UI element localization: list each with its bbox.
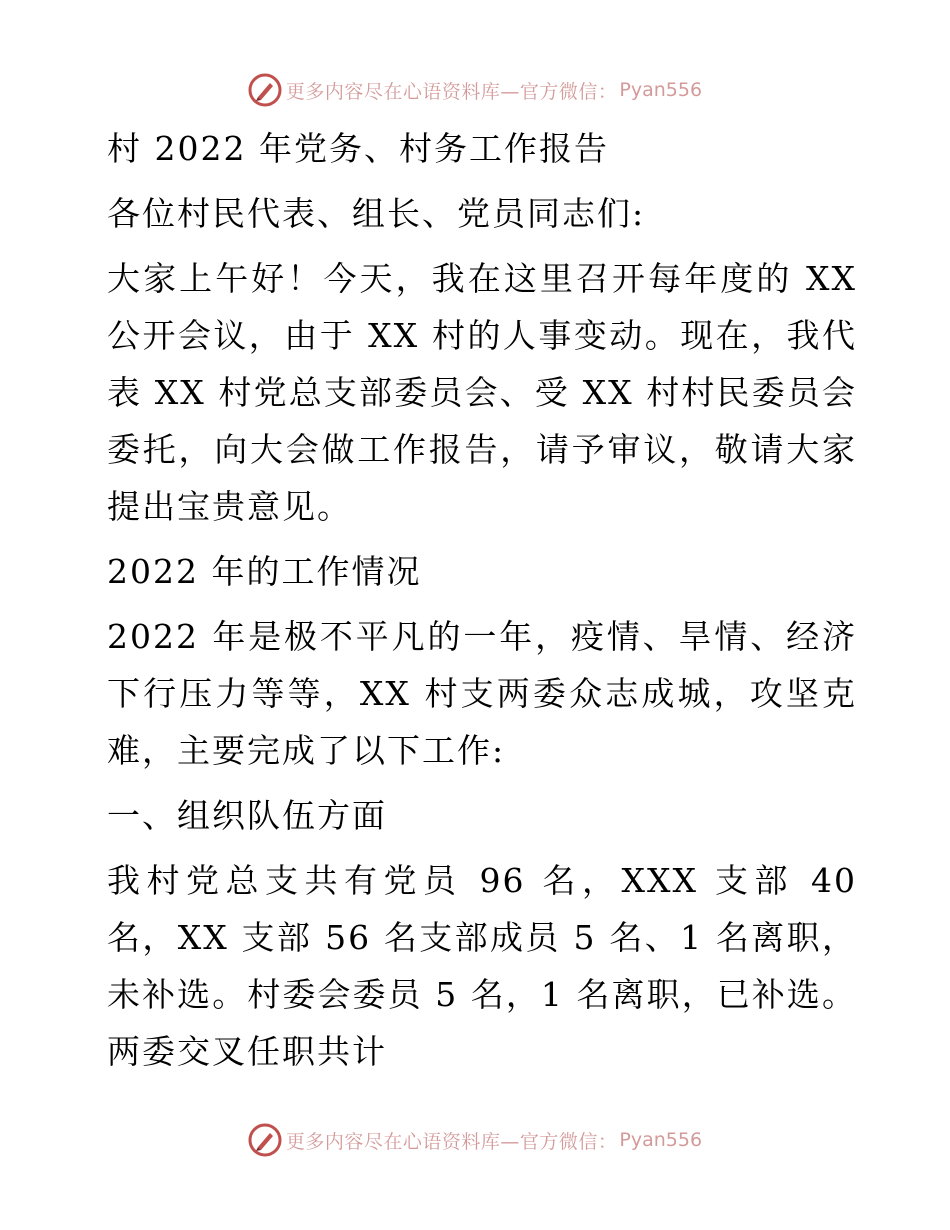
section-intro-paragraph: 2022 年是极不平凡的一年，疫情、旱情、经济下行压力等等，XX 村支两委众志成城，攻坚克难，主要完成了以下工作:: [107, 617, 857, 770]
header-watermark: [0, 70, 950, 110]
salutation: 各位村民代表、组长、党员同志们:: [107, 194, 646, 233]
pen-tip-logo-icon: [248, 1123, 282, 1157]
footer-watermark: [0, 1120, 950, 1160]
pen-tip-logo-icon: [248, 73, 282, 107]
watermark-text: 更多内容尽在心语资料库—官方微信：: [285, 1130, 618, 1153]
intro-paragraph: 大家上午好！今天，我在这里召开每年度的 XX 公开会议，由于 XX 村的人事变动。现在，我代表 XX 村党总支部委员会、受 XX 村村民委员会委托，向大会做工作报告，请予审议，敬请大家提出宝贵意见。: [107, 259, 857, 526]
watermark-text: 更多内容尽在心语资料库—官方微信：: [285, 80, 618, 103]
document-title: 村 2022 年党务、村务工作报告: [107, 129, 609, 168]
watermark-handle: Pyan556: [619, 1129, 703, 1151]
section-title: 2022 年的工作情况: [107, 552, 422, 591]
watermark-handle: Pyan556: [619, 79, 703, 101]
subsection-title: 一、组织队伍方面: [107, 796, 387, 835]
subsection-body-paragraph: 我村党总支共有党员 96 名，XXX 支部 40 名，XX 支部 56 名支部成员 5 名、1 名离职，未补选。村委会委员 5 名，1 名离职，已补选。两委交叉任职共计: [107, 861, 857, 1071]
document-body: [97, 120, 857, 1080]
